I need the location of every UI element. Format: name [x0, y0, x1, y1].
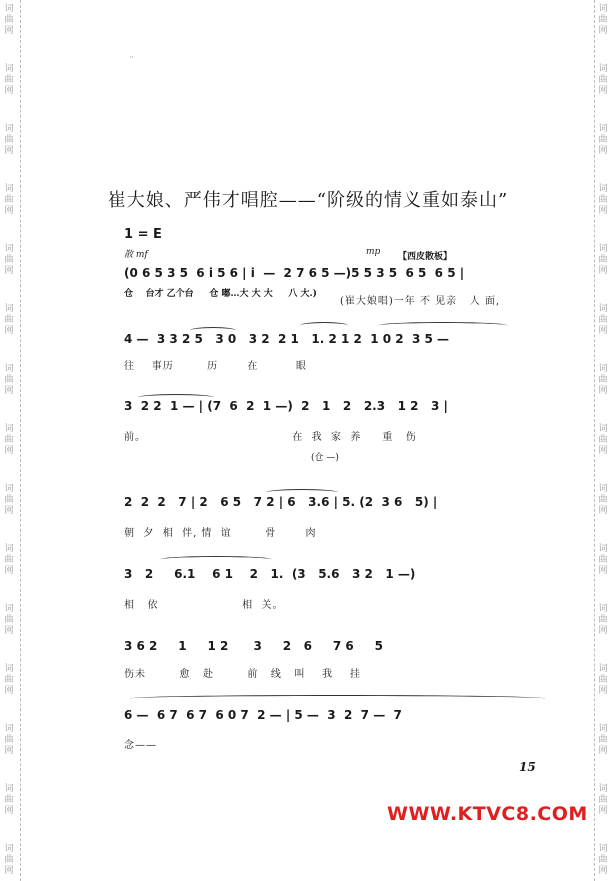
- watermark-char: 词: [598, 124, 608, 134]
- watermark-char: 网: [598, 566, 608, 576]
- watermark-char: 曲: [598, 495, 608, 505]
- watermark-char: 网: [598, 206, 608, 216]
- watermark-char: 网: [4, 566, 14, 576]
- notation-line-1: (0 6 5 3 5 6 i 5 6 | i — 2 7 6 5 —)5 5 3 5 6 5 6 5 |: [124, 266, 465, 280]
- watermark-glyphs: [596, 4, 610, 37]
- watermark-glyphs: [596, 64, 610, 97]
- watermark-char: 网: [4, 326, 14, 336]
- watermark-char: 词: [4, 484, 14, 494]
- watermark-char: 网: [4, 866, 14, 876]
- slur: [130, 695, 545, 702]
- watermark-char: 网: [598, 746, 608, 756]
- watermark-char: 网: [598, 266, 608, 276]
- watermark-char: 曲: [4, 735, 14, 745]
- watermark-char: 曲: [4, 675, 14, 685]
- slur: [160, 556, 272, 563]
- watermark-glyphs: [2, 484, 16, 517]
- watermark-char: 网: [598, 446, 608, 456]
- watermark-char: 曲: [4, 615, 14, 625]
- watermark-char: 网: [4, 506, 14, 516]
- key-signature: 1 = E: [124, 227, 162, 242]
- watermark-glyphs: [596, 664, 610, 697]
- page-number: 15: [519, 760, 536, 774]
- percussion-line-1: 仓 台才 乙个台 仓 嘟…大 大 大 八 大.): [124, 289, 317, 299]
- dynamic-sanban: 散 mf: [124, 250, 148, 260]
- watermark-char: 词: [598, 304, 608, 314]
- watermark-char: 网: [4, 626, 14, 636]
- percussion-line-3: (仓 —): [311, 453, 339, 463]
- notation-line-2: 4 — 3 3 2 5 3 0 3 2 2 1 1. 2 1 2 1 0 2 3 5 —: [124, 332, 450, 346]
- watermark-char: 词: [598, 364, 608, 374]
- watermark-char: 网: [598, 386, 608, 396]
- watermark-char: 词: [598, 424, 608, 434]
- watermark-char: 网: [4, 26, 14, 36]
- stray-mark: '': [130, 56, 134, 63]
- watermark-glyphs: [596, 124, 610, 157]
- watermark-char: 曲: [4, 135, 14, 145]
- watermark-char: 曲: [598, 555, 608, 565]
- watermark-glyphs: [2, 544, 16, 577]
- watermark-char: 曲: [598, 735, 608, 745]
- page-title: 崔大娘、严伟才唱腔——“阶级的情义重如泰山”: [107, 190, 509, 211]
- watermark-glyphs: [2, 604, 16, 637]
- watermark-char: 曲: [4, 555, 14, 565]
- watermark-glyphs: [596, 484, 610, 517]
- right-watermark-strip: [596, 0, 614, 881]
- watermark-glyphs: [596, 724, 610, 757]
- watermark-glyphs: [596, 424, 610, 457]
- watermark-glyphs: [2, 124, 16, 157]
- watermark-glyphs: [596, 364, 610, 397]
- lyric-line-6: 伤未 愈 赴 前 线 叫 我 挂: [124, 669, 361, 680]
- watermark-char: 词: [4, 364, 14, 374]
- watermark-char: 词: [4, 244, 14, 254]
- watermark-char: 网: [598, 866, 608, 876]
- watermark-char: 网: [598, 506, 608, 516]
- watermark-char: 词: [4, 424, 14, 434]
- dynamic-mp: mp: [366, 247, 381, 257]
- watermark-char: 词: [4, 664, 14, 674]
- watermark-char: 词: [4, 544, 14, 554]
- watermark-char: 曲: [4, 435, 14, 445]
- watermark-glyphs: [2, 664, 16, 697]
- watermark-char: 曲: [598, 675, 608, 685]
- watermark-char: 曲: [598, 435, 608, 445]
- watermark-char: 网: [4, 806, 14, 816]
- watermark-glyphs: [596, 844, 610, 877]
- notation-line-6: 3 6 2 1 1 2 3 2 6 7 6 5: [124, 639, 383, 653]
- watermark-glyphs: [596, 784, 610, 817]
- watermark-char: 网: [4, 386, 14, 396]
- watermark-char: 曲: [598, 375, 608, 385]
- watermark-glyphs: [2, 424, 16, 457]
- watermark-char: 词: [598, 664, 608, 674]
- watermark-char: 网: [4, 446, 14, 456]
- watermark-glyphs: [596, 244, 610, 277]
- watermark-char: 词: [4, 64, 14, 74]
- watermark-char: 词: [598, 484, 608, 494]
- watermark-char: 网: [598, 86, 608, 96]
- slur: [378, 322, 508, 329]
- watermark-char: 曲: [598, 615, 608, 625]
- watermark-char: 词: [4, 784, 14, 794]
- watermark-char: 网: [598, 326, 608, 336]
- watermark-char: 网: [4, 746, 14, 756]
- notation-line-5: 3 2 6.1 6 1 2 1. (3 5.6 3 2 1 —): [124, 567, 416, 581]
- watermark-char: 曲: [598, 135, 608, 145]
- watermark-char: 词: [4, 604, 14, 614]
- watermark-char: 网: [598, 26, 608, 36]
- watermark-char: 网: [4, 206, 14, 216]
- watermark-char: 曲: [4, 15, 14, 25]
- left-dashed-edge: [20, 0, 21, 881]
- watermark-glyphs: [596, 304, 610, 337]
- banqiang-banner: 【西皮散板】: [398, 252, 453, 262]
- watermark-char: 曲: [4, 855, 14, 865]
- watermark-char: 曲: [4, 495, 14, 505]
- lyric-line-7: 念——: [124, 740, 157, 751]
- watermark-char: 词: [598, 724, 608, 734]
- watermark-char: 词: [4, 304, 14, 314]
- watermark-char: 词: [4, 4, 14, 14]
- watermark-char: 词: [598, 784, 608, 794]
- watermark-char: 网: [4, 146, 14, 156]
- site-url[interactable]: WWW.KTVC8.COM: [387, 803, 588, 825]
- watermark-char: 网: [598, 686, 608, 696]
- notation-line-7: 6 — 6 7 6 7 6 0 7 2 — | 5 — 3 2 7 — 7: [124, 708, 402, 722]
- lyric-line-2: 往 事历 历 在 眼: [124, 361, 308, 372]
- watermark-char: 曲: [598, 855, 608, 865]
- watermark-glyphs: [2, 364, 16, 397]
- watermark-char: 网: [598, 626, 608, 636]
- lyric-line-3: 前。 在 我 家 养 重 伤: [124, 432, 417, 443]
- watermark-char: 曲: [4, 315, 14, 325]
- watermark-char: 曲: [598, 795, 608, 805]
- watermark-char: 词: [4, 184, 14, 194]
- watermark-char: 词: [598, 4, 608, 14]
- lyric-line-4: 朝 夕 相 伴, 情 谊 骨 肉: [124, 528, 317, 539]
- watermark-glyphs: [2, 244, 16, 277]
- left-watermark-strip: [2, 0, 20, 881]
- watermark-char: 曲: [4, 795, 14, 805]
- watermark-char: 网: [4, 86, 14, 96]
- watermark-char: 词: [4, 844, 14, 854]
- lyric-line-1: (崔大娘唱)一年 不 见亲 人 面,: [340, 296, 501, 307]
- watermark-char: 词: [598, 184, 608, 194]
- lyric-line-5: 相 依 相 关。: [124, 600, 284, 611]
- watermark-char: 曲: [598, 315, 608, 325]
- watermark-glyphs: [2, 64, 16, 97]
- notation-line-4: 2 2 2 7 | 2 6 5 7 2 | 6 3.6 | 5. (2 3 6 5) |: [124, 495, 438, 509]
- watermark-glyphs: [2, 844, 16, 877]
- watermark-char: 曲: [598, 195, 608, 205]
- watermark-char: 曲: [598, 15, 608, 25]
- watermark-char: 曲: [4, 75, 14, 85]
- watermark-char: 曲: [598, 75, 608, 85]
- watermark-char: 词: [598, 604, 608, 614]
- watermark-glyphs: [2, 304, 16, 337]
- notation-line-3: 3 2 2 1 — | (7 6 2 1 —) 2 1 2 2.3 1 2 3 |: [124, 399, 448, 413]
- watermark-char: 网: [4, 686, 14, 696]
- watermark-char: 词: [4, 724, 14, 734]
- watermark-char: 网: [598, 806, 608, 816]
- watermark-char: 曲: [4, 375, 14, 385]
- watermark-glyphs: [596, 604, 610, 637]
- watermark-char: 曲: [4, 255, 14, 265]
- watermark-char: 词: [4, 124, 14, 134]
- watermark-char: 网: [598, 146, 608, 156]
- watermark-glyphs: [2, 784, 16, 817]
- watermark-char: 词: [598, 64, 608, 74]
- watermark-glyphs: [596, 544, 610, 577]
- watermark-char: 网: [4, 266, 14, 276]
- right-dashed-edge: [594, 0, 595, 881]
- slur: [300, 322, 348, 329]
- watermark-char: 曲: [4, 195, 14, 205]
- watermark-char: 词: [598, 544, 608, 554]
- watermark-char: 词: [598, 244, 608, 254]
- watermark-glyphs: [2, 4, 16, 37]
- watermark-char: 词: [598, 844, 608, 854]
- watermark-char: 曲: [598, 255, 608, 265]
- watermark-glyphs: [2, 724, 16, 757]
